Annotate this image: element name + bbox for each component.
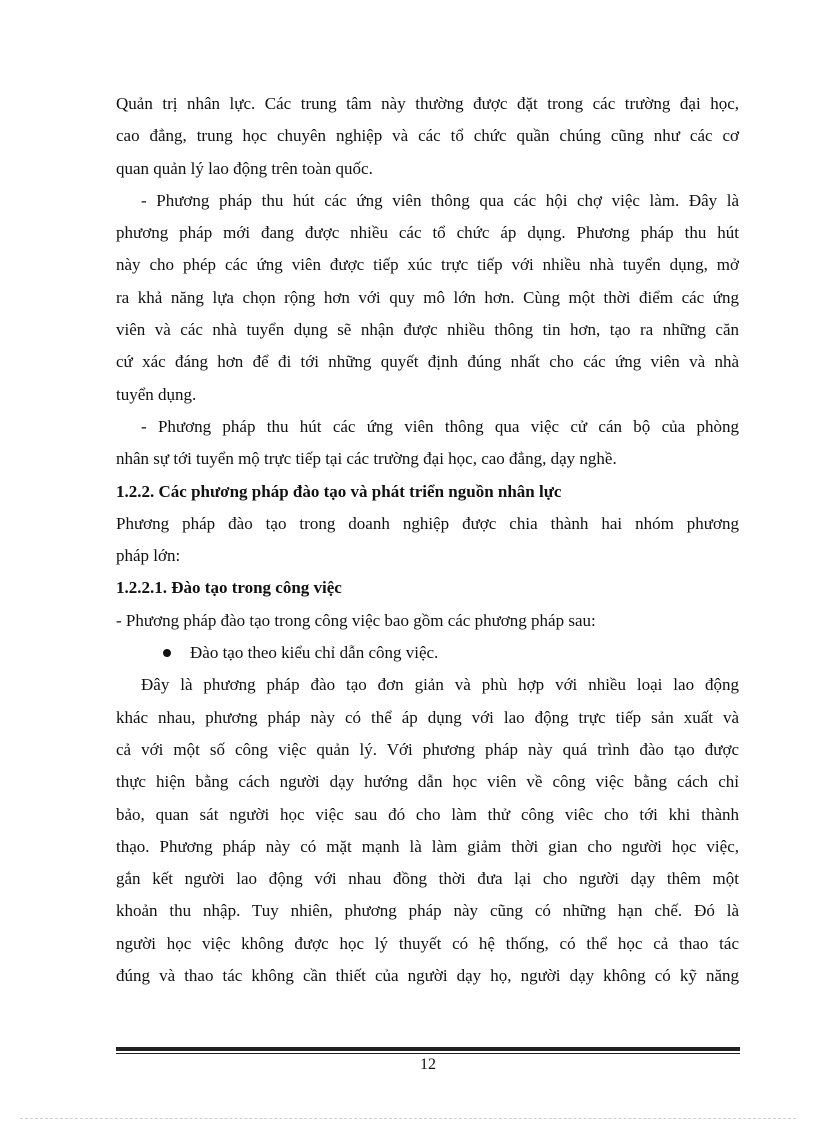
text-line: ra khả năng lựa chọn rộng hơn với quy mô lớn hơn. Cùng một thời điểm các ứng (116, 287, 739, 307)
text-line: khoản thu nhập. Tuy nhiên, phương pháp này cũng có những hạn chế. Đó là (116, 901, 739, 921)
page-edge-divider (20, 1118, 796, 1119)
document-body (116, 88, 739, 992)
text-line: đúng và thao tác không cần thiết của người dạy họ, người dạy không có kỹ năng (116, 966, 739, 986)
text-line: cao đẳng, trung học chuyên nghiệp và các tổ chức quần chúng cũng như các cơ (116, 126, 739, 146)
text-line: tuyển dụng. (116, 384, 197, 404)
text-line: khác nhau, phương pháp này có thể áp dụng với lao động trực tiếp sản xuất và (116, 707, 739, 727)
text-line: cứ xác đáng hơn để đi tới những quyết định đúng nhất cho các ứng viên và nhà (116, 352, 739, 372)
text-line: Đây là phương pháp đào tạo đơn giản và phù hợp với nhiều loại lao động (141, 675, 739, 695)
list-item-dash: - Phương pháp đào tạo trong công việc bao gồm các phương pháp sau: (116, 610, 596, 630)
list-item-dash: - Phương pháp thu hút các ứng viên thông qua việc cử cán bộ của phòng (141, 416, 739, 436)
text-line: thạo. Phương pháp này có mặt mạnh là làm giảm thời gian cho người học việc, (116, 836, 739, 856)
text-line: phương pháp mới đang được nhiều các tổ chức áp dụng. Phương pháp thu hút (116, 223, 739, 243)
text-line: quan quản lý lao động trên toàn quốc. (116, 158, 373, 178)
text-line: viên và các nhà tuyển dụng sẽ nhận được nhiều thông tin hơn, tạo ra những căn (116, 320, 739, 340)
subsection-heading: 1.2.2.1. Đào tạo trong công việc (116, 578, 342, 598)
text-line: người học việc không được học lý thuyết có hệ thống, có thể học cả thao tác (116, 933, 739, 953)
bullet-text: Đào tạo theo kiểu chỉ dẫn công việc. (190, 643, 439, 663)
text-line: Quản trị nhân lực. Các trung tâm này thường được đặt trong các trường đại học, (116, 94, 739, 113)
bullet-item (116, 637, 739, 669)
page-number: 12 (420, 1056, 436, 1073)
text-line: cả với một số công việc quản lý. Với phương pháp này quá trình đào tạo được (116, 739, 739, 759)
footer-rule-thin (116, 1053, 740, 1054)
bullet-dot-icon (163, 649, 171, 657)
text-line: gắn kết người lao động với nhau đồng thời đưa lại cho người dạy thêm một (116, 869, 739, 889)
text-line: bảo, quan sát người học việc sau đó cho làm thử công viêc cho tới khi thành (116, 804, 739, 824)
section-heading: 1.2.2. Các phương pháp đào tạo và phát triển nguồn nhân lực (116, 481, 562, 501)
text-line: nhân sự tới tuyển mộ trực tiếp tại các trường đại học, cao đẳng, dạy nghề. (116, 449, 617, 469)
text-line: này cho phép các ứng viên được tiếp xúc trực tiếp với nhiều nhà tuyển dụng, mở (116, 255, 739, 275)
list-item-dash: - Phương pháp thu hút các ứng viên thông qua các hội chợ việc làm. Đây là (141, 190, 739, 210)
text-line: Phương pháp đào tạo trong doanh nghiệp được chia thành hai nhóm phương (116, 513, 739, 533)
footer-rule-thick (116, 1047, 740, 1051)
text-line: thực hiện bằng cách người dạy hướng dẫn học viên về công việc bằng cách chỉ (116, 772, 739, 792)
text-line: pháp lớn: (116, 546, 181, 566)
